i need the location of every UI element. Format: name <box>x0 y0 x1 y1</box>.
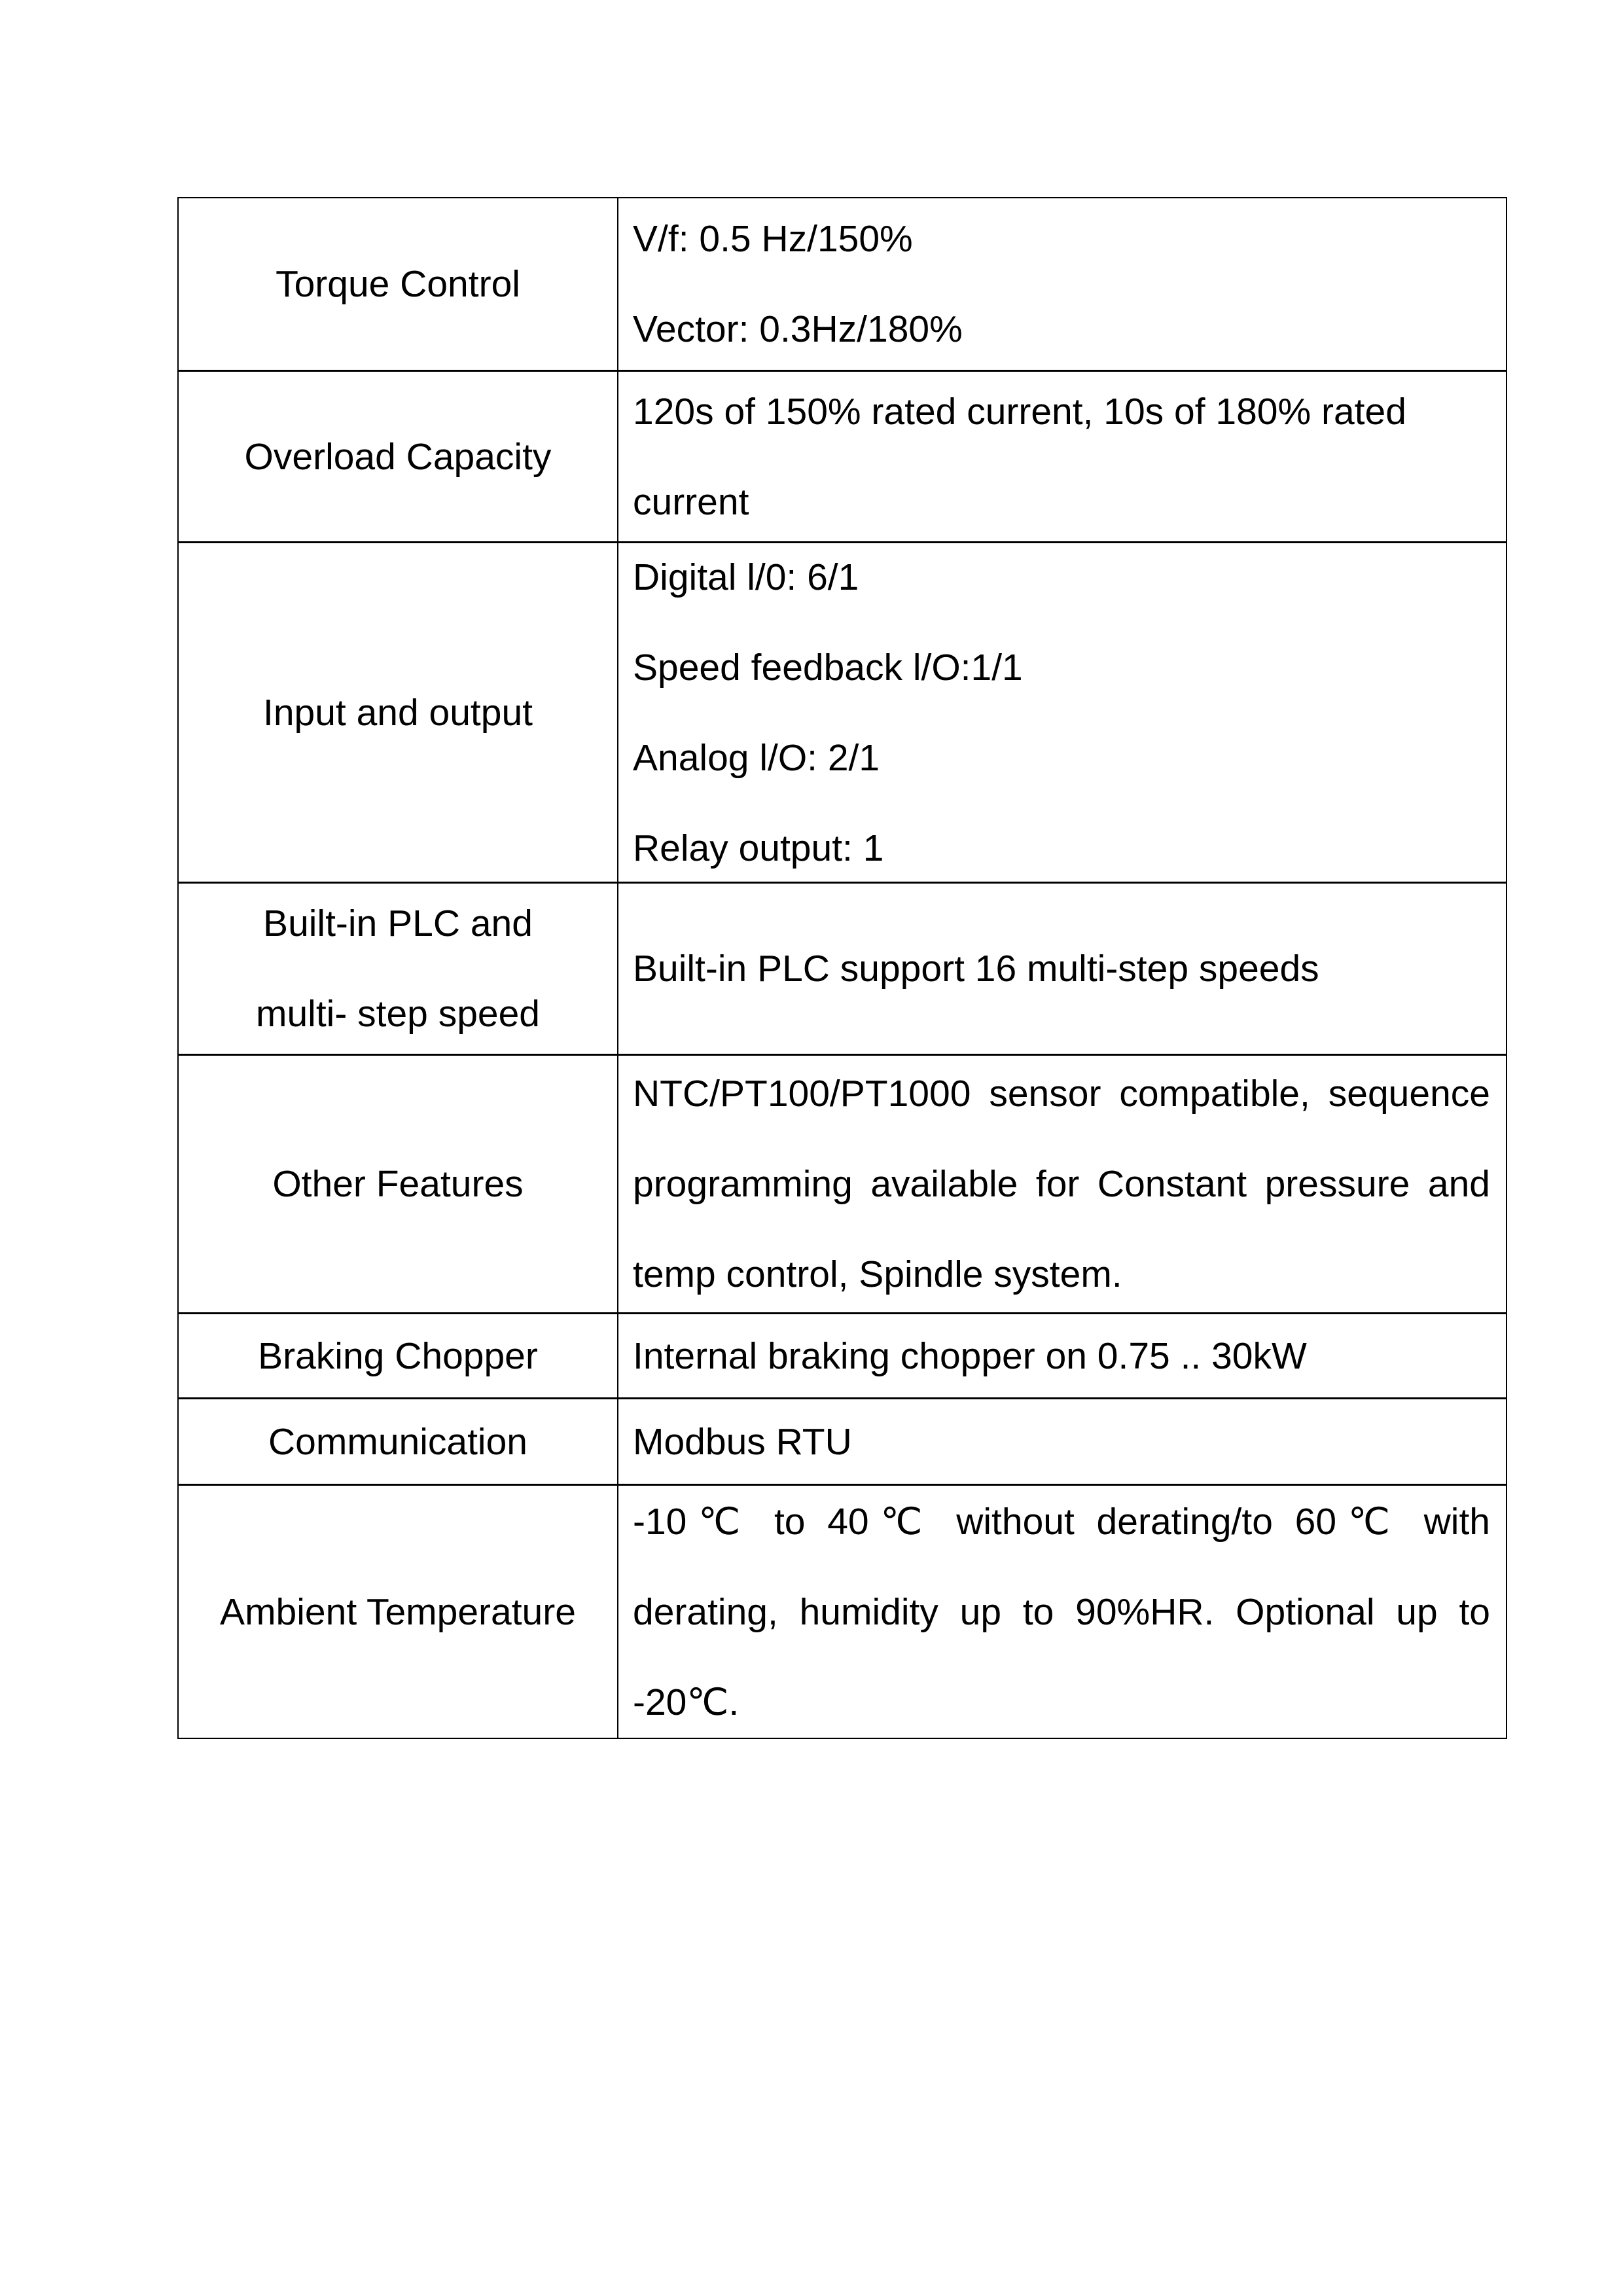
value-line: Modbus RTU <box>633 1420 852 1463</box>
spec-label-input-output <box>179 541 617 882</box>
specifications-table <box>177 197 1507 1739</box>
spec-value-ambient-temperature <box>617 1484 1506 1738</box>
value-line: -20℃. <box>633 1681 740 1723</box>
spec-label-other-features <box>179 1054 617 1312</box>
spec-label-torque-control <box>179 198 617 370</box>
spec-label-builtin-plc <box>179 882 617 1054</box>
spec-value-torque-control <box>617 198 1506 370</box>
value-line: current <box>633 480 749 523</box>
value-line: V/f: 0.5 Hz/150% <box>633 218 913 260</box>
value-line: Analog l/O: 2/1 <box>633 736 880 779</box>
label-line: Communication <box>268 1420 527 1463</box>
value-line: Digital l/0: 6/1 <box>633 556 859 598</box>
spec-label-overload-capacity <box>179 370 617 541</box>
spec-label-braking-chopper <box>179 1312 617 1397</box>
label-line: Other Features <box>272 1163 524 1205</box>
label-line: Ambient Temperature <box>220 1590 576 1633</box>
spec-value-builtin-plc <box>617 882 1506 1054</box>
value-line: NTC/PT100/PT1000 sensor compatible, sequence <box>633 1073 1490 1115</box>
label-line: Torque Control <box>276 263 520 305</box>
value-line: Vector: 0.3Hz/180% <box>633 308 963 350</box>
label-line: multi- step speed <box>255 993 541 1035</box>
value-line: derating, humidity up to 90%HR. Optional up to <box>633 1590 1490 1633</box>
label-line: Braking Chopper <box>258 1335 538 1377</box>
value-line: Speed feedback l/O:1/1 <box>633 646 1023 689</box>
spec-value-input-output <box>617 541 1506 882</box>
value-line: programming available for Constant pressure and <box>633 1163 1490 1205</box>
value-line: Relay output: 1 <box>633 827 884 869</box>
value-line: Built-in PLC support 16 multi-step speeds <box>633 948 1319 990</box>
value-line: 120s of 150% rated current, 10s of 180% rated <box>633 390 1406 433</box>
value-line: Internal braking chopper on 0.75 .. 30kW <box>633 1335 1307 1377</box>
spec-value-braking-chopper <box>617 1312 1506 1397</box>
label-line: Built-in PLC and <box>263 903 533 944</box>
value-line: temp control, Spindle system. <box>633 1253 1122 1295</box>
label-line: Input and output <box>262 691 533 734</box>
spec-value-communication <box>617 1397 1506 1484</box>
spec-label-ambient-temperature <box>179 1484 617 1738</box>
spec-value-other-features <box>617 1054 1506 1312</box>
value-line: -10℃ to 40℃ without derating/to 60℃ with <box>633 1500 1490 1543</box>
spec-label-communication <box>179 1397 617 1484</box>
spec-value-overload-capacity <box>617 370 1506 541</box>
label-line: Overload Capacity <box>244 435 552 478</box>
